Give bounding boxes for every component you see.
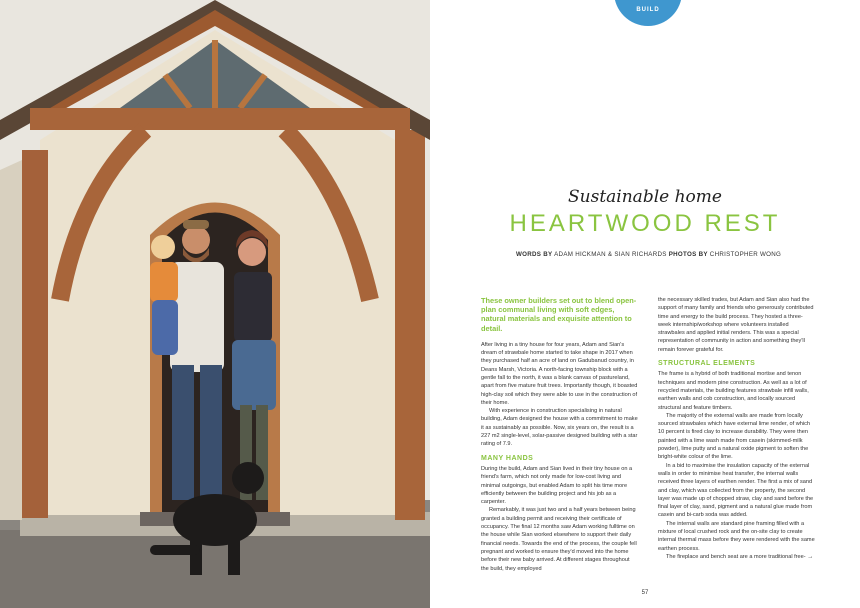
paragraph: The frame is a hybrid of both traditional mortise and tenon techniques and modern pine construction. As well as a lot of recycled materials, the building features strawbale infill walls, earthen walls and cob construction, and locally sourced structural and feature timbers. [658, 371, 809, 411]
article-intro: These owner builders set out to blend open-plan communal living with soft edges, natural materials and exquisite attention to detail. [481, 296, 637, 333]
paragraph: During the build, Adam and Sian lived in their tiny house on a friend's farm, which not only made for low-cost living and minimal outgoings, but enabled Adam to split his time more efficiently between the building project and his job as a carpenter. [481, 465, 633, 506]
article-page [430, 0, 860, 608]
article-column-1 [481, 296, 638, 573]
paragraph: the necessary skilled trades, but Adam and Sian also had the support of many family and friends who generously contributed time and energy to the build process. They hosted a three-week internship/workshop where volunteers installed strawbales and applied initial renders. This was a special representation of community in action and something they'll remain forever grateful for. [658, 297, 814, 353]
photos-label: PHOTOS BY [668, 251, 708, 258]
section-badge [614, 0, 682, 26]
tie-beam [30, 108, 410, 130]
continued-text: The fireplace and bench seat are a more traditional free- [666, 553, 806, 560]
subheading-many-hands: MANY HANDS [481, 454, 534, 462]
timber-post-left [22, 150, 48, 518]
paragraph: With experience in construction specialising in natural building, Adam designed the house with a commitment to make it as sustainably as possible. Now, six years on, the result is a 227 m2 single-level, solar-passive designed building with a star rating of 7.9. [481, 408, 638, 448]
authors: ADAM HICKMAN & SIAN RICHARDS [554, 251, 667, 258]
paragraph: The majority of the external walls are made from locally sourced strawbales which have external lime render, of which 10 percent is fired clay to increase durability. They were then painted with a lime wash made from casein (skimmed-milk powder), lime putty and a natural oxide pigment to soften the bright-white colour of the lime. [658, 412, 811, 461]
article-title: HEARTWOOD REST [509, 210, 781, 237]
paragraph: In a bid to maximise the insulation capacity of the external walls in order to minimise heat transfer, the internal walls received three layers of earthen render. The first a mix of sand and clay, which was collected from the property, the second layer was made up of chopped straw, clay and sand before the final layer of clay, sand, pigment and a natural glue made from casein and bi-carb soda was added. [658, 462, 814, 519]
subheading-structural-elements: STRUCTURAL ELEMENTS [658, 360, 756, 368]
byline [516, 251, 860, 258]
paragraph: The internal walls are standard pine framing filled with a mixture of local crushed rock and the on-site clay to create internal thermal mass before they were rendered with the same earthen process. [658, 520, 815, 552]
page-number: 57 [641, 590, 649, 596]
words-label: WORDS BY [516, 251, 553, 258]
paragraph: Remarkably, it was just two and a half years between being granted a building permit and receiving their certificate of occupancy. The final 12 months saw Adam working fulltime on the house while Sian worked elsewhere to support their daily financial needs. Towards the end of the process, the couple fell pregnant and worked to ensure they'd moved into the home before their new baby arrived. At different stages throughout the build, they employed [481, 507, 637, 572]
photographer: CHRISTOPHER WONG [709, 251, 782, 258]
paragraph-continued [658, 553, 815, 561]
arrow-right-icon: → [807, 553, 814, 560]
section-label: BUILD [636, 7, 660, 13]
paragraph: After living in a tiny house for four years, Adam and Sian's dream of strawbale home started to take shape in 2017 when they purchased half an acre of land on Gadubanud country, in Deans Marsh, Victoria. A north-facing township block with a gentle fall to the north, it was a blank canvas of pastureland, apart from five mature fruit trees. Importantly though, it boasted high-clay soil which they were able to use in the construction of their home. [481, 341, 638, 406]
timber-post-right [395, 130, 425, 520]
article-kicker: Sustainable home [568, 187, 722, 207]
article-column-2 [658, 296, 815, 561]
